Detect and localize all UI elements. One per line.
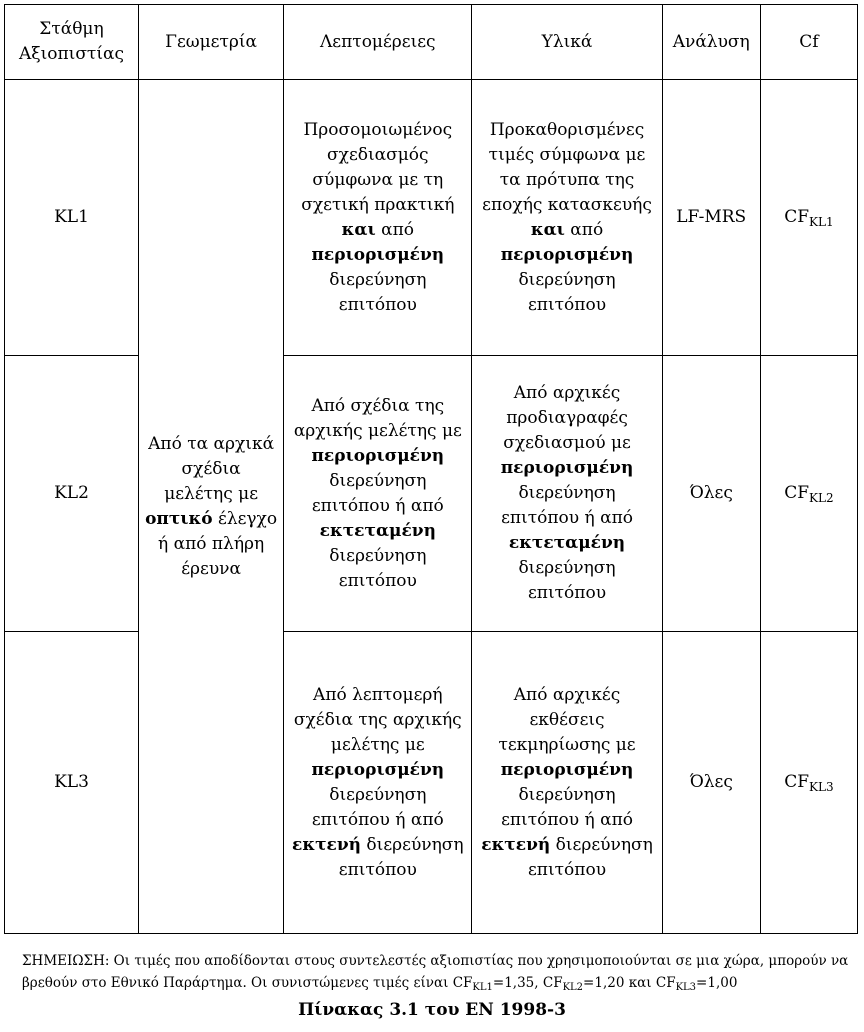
cell-text: Προσομοιωμένος σχεδιασμός σύμφωνα με τη σχετική πρακτική bbox=[301, 119, 455, 215]
cell-text: Από λεπτομερή σχέδια της αρχικής μελέτης με bbox=[293, 684, 462, 755]
note-text: ΣΗΜΕΙΩΣΗ: Οι τιμές που αποδίδονται στους συντελεστές αξιοπιστίας που χρησιμοποιούνται σε μια χώρα, μπορούν να βρεθούν στο Εθνικό Παράρτημα. Οι συνιστώμενες τιμές είναι bbox=[22, 953, 849, 991]
cf-value: =1,20 και bbox=[583, 975, 656, 991]
emphasis-text: εκτενή bbox=[292, 834, 362, 855]
cf-base: CF bbox=[655, 975, 676, 991]
cell-text: Από αρχικές εκθέσεις τεκμηρίωσης με bbox=[498, 684, 636, 755]
cell-text: Προκαθορισμένες τιμές σύμφωνα με τα πρότυπα της εποχής κατασκευής bbox=[482, 119, 652, 215]
cf-subscript: KL1 bbox=[472, 982, 493, 993]
cell-text: διερεύνηση επιτόπου ή από bbox=[501, 784, 633, 830]
cell-text: Από σχέδια της αρχικής μελέτης με bbox=[293, 395, 462, 441]
table-row bbox=[5, 80, 858, 356]
cf-cell bbox=[760, 356, 857, 632]
cell-text: διερεύνηση επιτόπου bbox=[338, 834, 464, 880]
cell-text: διερεύνηση επιτόπου bbox=[329, 269, 427, 315]
cell-text: έλεγχο ή από πλήρη έρευνα bbox=[158, 508, 278, 579]
analysis-cell: Όλες bbox=[662, 632, 760, 934]
cell-text: από bbox=[564, 219, 604, 240]
cell-text: διερεύνηση επιτόπου bbox=[518, 558, 616, 603]
emphasis-text: εκτεταμένη bbox=[319, 520, 436, 541]
emphasis-text: περιορισμένη bbox=[500, 458, 634, 478]
cell-text: από bbox=[375, 219, 414, 240]
cell-text: διερεύνηση επιτόπου ή από bbox=[501, 483, 633, 528]
emphasis-text: περιορισμένη bbox=[500, 244, 634, 265]
cf-base: CF bbox=[784, 772, 810, 792]
materials-cell bbox=[472, 632, 662, 934]
footnote bbox=[22, 950, 852, 994]
cf-subscript: KL2 bbox=[562, 982, 584, 993]
details-cell bbox=[284, 356, 472, 632]
emphasis-text: περιορισμένη bbox=[311, 445, 445, 466]
header-analysis: Ανάλυση bbox=[662, 5, 760, 80]
header-cf: Cf bbox=[760, 5, 857, 80]
emphasis-text: οπτικό bbox=[145, 508, 213, 529]
cell-text: διερεύνηση επιτόπου bbox=[528, 834, 653, 880]
cf-base: CF bbox=[784, 483, 810, 503]
emphasis-text: περιορισμένη bbox=[311, 759, 445, 780]
cf-subscript: KL1 bbox=[809, 215, 834, 229]
emphasis-text: εκτενή bbox=[481, 834, 551, 855]
cell-text: διερεύνηση επιτόπου bbox=[329, 545, 427, 591]
cell-text: Από αρχικές προδιαγραφές σχεδιασμού με bbox=[503, 383, 631, 453]
cell-text: διερεύνηση επιτόπου ή από bbox=[311, 784, 444, 830]
cell-text: διερεύνηση επιτόπου bbox=[518, 269, 616, 315]
reliability-table bbox=[4, 4, 858, 934]
details-cell bbox=[284, 632, 472, 934]
materials-cell bbox=[472, 356, 662, 632]
analysis-cell: LF-MRS bbox=[662, 80, 760, 356]
cf-base: CF bbox=[542, 975, 563, 991]
emphasis-text: εκτεταμένη bbox=[508, 533, 626, 553]
cf-cell bbox=[760, 80, 857, 356]
emphasis-text: και bbox=[530, 219, 565, 240]
cf-base: CF bbox=[452, 975, 473, 991]
header-row bbox=[5, 5, 858, 80]
geometry-cell bbox=[138, 80, 283, 934]
cf-subscript: KL3 bbox=[809, 780, 834, 794]
table-caption: Πίνακας 3.1 του EN 1998-3 bbox=[298, 1000, 566, 1020]
table-row bbox=[5, 356, 858, 632]
table-row bbox=[5, 632, 858, 934]
emphasis-text: περιορισμένη bbox=[311, 244, 445, 265]
cf-base: CF bbox=[784, 207, 810, 227]
emphasis-text: και bbox=[341, 219, 376, 240]
emphasis-text: περιορισμένη bbox=[500, 759, 634, 780]
header-geometry: Γεωμετρία bbox=[138, 5, 283, 80]
level-cell: KL3 bbox=[5, 632, 139, 934]
details-cell bbox=[284, 80, 472, 356]
header-details: Λεπτομέρειες bbox=[284, 5, 472, 80]
cell-text: Από τα αρχικά σχέδια μελέτης με bbox=[148, 433, 275, 504]
cf-value: =1,35, bbox=[492, 975, 543, 991]
cf-subscript: KL2 bbox=[809, 491, 834, 505]
cell-text: διερεύνηση επιτόπου ή από bbox=[311, 470, 444, 516]
level-cell: KL2 bbox=[5, 356, 139, 632]
analysis-cell: Όλες bbox=[662, 356, 760, 632]
header-level: Στάθμη Αξιοπιστίας bbox=[5, 5, 139, 80]
header-materials: Υλικά bbox=[472, 5, 662, 80]
level-cell: KL1 bbox=[5, 80, 139, 356]
materials-cell bbox=[472, 80, 662, 356]
cf-cell bbox=[760, 632, 857, 934]
cf-value: =1,00 bbox=[696, 975, 738, 991]
cf-subscript: KL3 bbox=[675, 982, 697, 993]
